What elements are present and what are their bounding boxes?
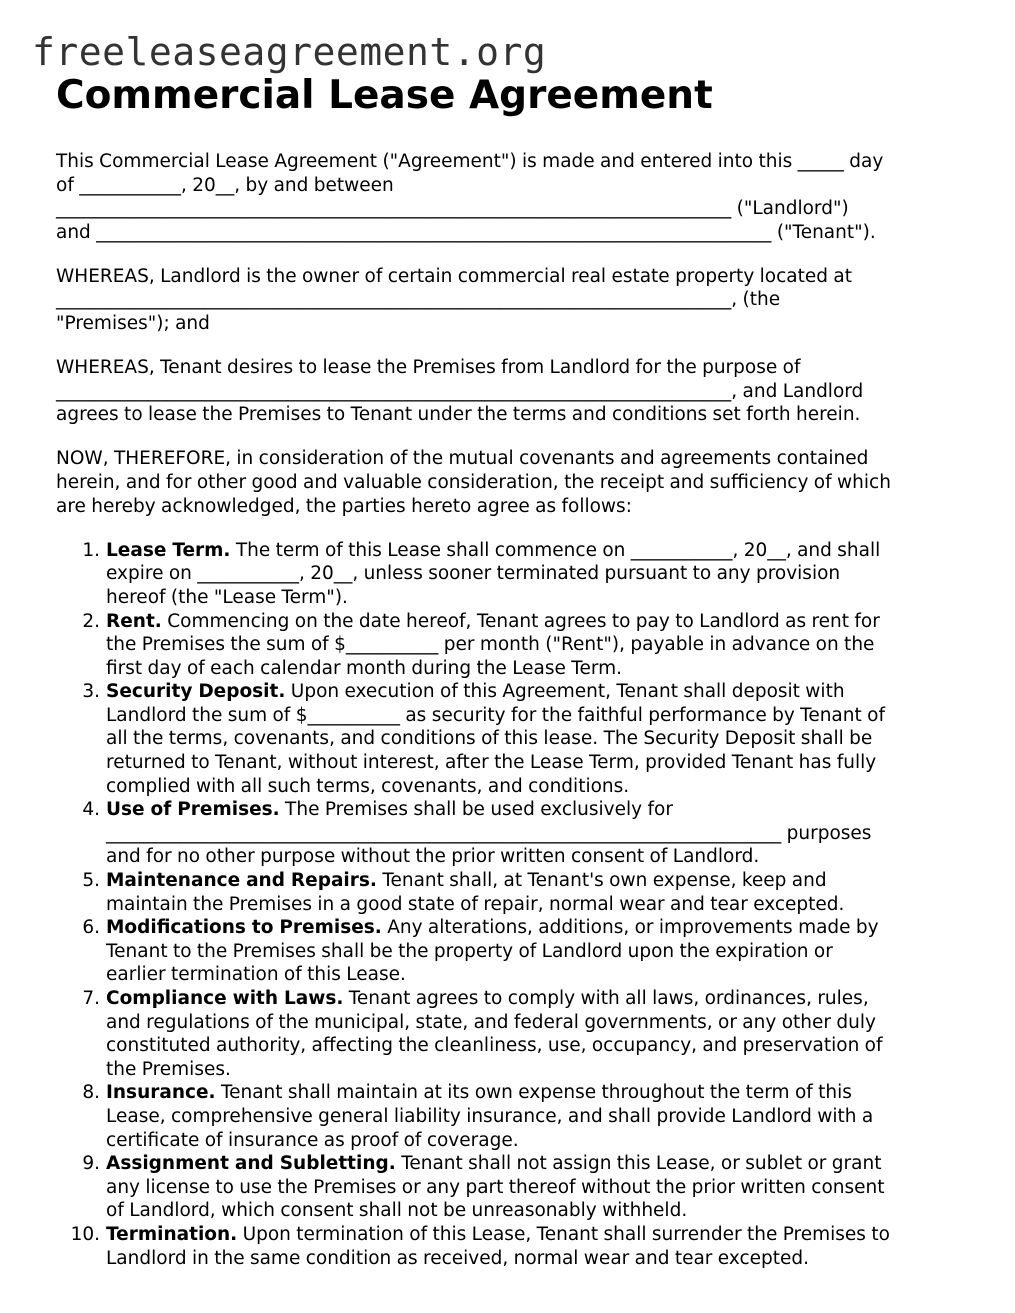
now-therefore-line: are hereby acknowledged, the parties hereto agree as follows: bbox=[56, 495, 632, 517]
whereas-line: "Premises"); and bbox=[56, 313, 210, 335]
term-number: 8. bbox=[82, 1082, 100, 1104]
term-heading: Rent. bbox=[106, 610, 162, 632]
term-line bbox=[106, 539, 964, 563]
term-line: Landlord in the same condition as received, normal wear and tear excepted. bbox=[106, 1247, 810, 1269]
term-heading: Compliance with Laws. bbox=[106, 988, 344, 1009]
now-therefore-paragraph bbox=[56, 447, 964, 518]
term-line: any license to use the Premises or any part thereof without the prior written consent bbox=[106, 1176, 885, 1198]
whereas-line: WHEREAS, Landlord is the owner of certain commercial real estate property located at bbox=[56, 265, 852, 287]
term-line: all the terms, covenants, and conditions of this lease. The Security Deposit shall be bbox=[106, 728, 873, 750]
term-line: _________________________________________________________________________ purposes bbox=[106, 822, 872, 844]
term-line bbox=[106, 1223, 964, 1247]
term-line bbox=[106, 1081, 964, 1105]
whereas-tenant-paragraph bbox=[56, 356, 964, 427]
term-line bbox=[106, 680, 964, 704]
document-title: Commercial Lease Agreement bbox=[56, 73, 713, 118]
term-line bbox=[106, 916, 964, 940]
intro-line: and _________________________________________________________________________ ("Tenant"). bbox=[56, 221, 876, 243]
term-item bbox=[56, 610, 964, 681]
term-number: 9. bbox=[82, 1153, 100, 1175]
term-heading: Maintenance and Repairs. bbox=[106, 870, 377, 892]
term-item bbox=[56, 869, 964, 916]
watermark-site-name: freeleaseagreement.org bbox=[32, 30, 547, 74]
term-number: 7. bbox=[82, 988, 100, 1009]
term-line: constituted authority, affecting the cleanliness, use, occupancy, and preservation of bbox=[106, 1035, 883, 1057]
term-item bbox=[56, 798, 964, 869]
term-line: Lease, comprehensive general liability insurance, and shall provide Landlord with a bbox=[106, 1105, 874, 1127]
term-item bbox=[56, 916, 964, 987]
term-line bbox=[106, 1152, 964, 1176]
term-text: Tenant shall maintain at its own expense throughout the term of this bbox=[215, 1082, 852, 1104]
term-heading: Use of Premises. bbox=[106, 799, 280, 821]
term-number: 3. bbox=[82, 681, 100, 703]
term-line: Landlord the sum of $__________ as security for the faithful performance by Tenant of bbox=[106, 704, 885, 726]
term-number: 2. bbox=[82, 610, 100, 632]
term-line: and regulations of the municipal, state, and federal governments, or any other duly bbox=[106, 1011, 876, 1033]
term-number: 10. bbox=[70, 1223, 100, 1245]
now-therefore-line: herein, and for other good and valuable consideration, the receipt and sufficiency of which bbox=[56, 472, 891, 494]
term-line: returned to Tenant, without interest, after the Lease Term, provided Tenant has fully bbox=[106, 752, 877, 774]
now-therefore-line: NOW, THEREFORE, in consideration of the mutual covenants and agreements contained bbox=[56, 448, 869, 470]
term-line bbox=[106, 869, 964, 893]
term-heading: Lease Term. bbox=[106, 539, 231, 561]
term-item bbox=[56, 539, 964, 610]
term-text: Tenant shall not assign this Lease, or sublet or grant bbox=[395, 1153, 882, 1175]
term-heading: Modifications to Premises. bbox=[106, 917, 382, 939]
term-number: 4. bbox=[82, 799, 100, 821]
term-line: complied with all such terms, covenants, and conditions. bbox=[106, 775, 630, 797]
term-text: Upon termination of this Lease, Tenant shall surrender the Premises to bbox=[237, 1223, 890, 1245]
term-item bbox=[56, 1223, 964, 1270]
term-item bbox=[56, 1081, 964, 1152]
whereas-line: agrees to lease the Premises to Tenant under the terms and conditions set forth herein. bbox=[56, 404, 861, 426]
document-body bbox=[56, 72, 964, 1270]
term-heading: Security Deposit. bbox=[106, 681, 286, 703]
term-line bbox=[106, 798, 964, 822]
term-line: and for no other purpose without the prior written consent of Landlord. bbox=[106, 846, 760, 868]
term-line: certificate of insurance as proof of coverage. bbox=[106, 1129, 519, 1151]
term-heading: Assignment and Subletting. bbox=[106, 1153, 396, 1175]
term-text: Any alterations, additions, or improvements made by bbox=[381, 917, 879, 939]
term-text: Tenant agrees to comply with all laws, ordinances, rules, bbox=[343, 988, 869, 1009]
term-line: the Premises. bbox=[106, 1058, 231, 1080]
term-text: The term of this Lease shall commence on ___________, 20__, and shall bbox=[230, 539, 881, 561]
term-item bbox=[56, 680, 964, 798]
term-line bbox=[106, 610, 964, 634]
term-text: Tenant shall, at Tenant's own expense, keep and bbox=[376, 870, 827, 892]
term-heading: Termination. bbox=[106, 1223, 238, 1245]
term-line: the Premises the sum of $__________ per month ("Rent"), payable in advance on the bbox=[106, 634, 875, 656]
whereas-landlord-paragraph bbox=[56, 265, 964, 336]
term-text: Upon execution of this Agreement, Tenant shall deposit with bbox=[285, 681, 845, 703]
term-item bbox=[56, 1152, 964, 1223]
term-item bbox=[56, 987, 964, 1081]
intro-line: _________________________________________________________________________ ("Landlord") bbox=[56, 198, 849, 220]
term-number: 1. bbox=[82, 539, 100, 561]
term-text: The Premises shall be used exclusively for bbox=[279, 799, 673, 821]
terms-list bbox=[56, 539, 964, 1270]
term-line: expire on ___________, 20__, unless sooner terminated pursuant to any provision bbox=[106, 563, 841, 585]
term-line: hereof (the "Lease Term"). bbox=[106, 586, 348, 608]
whereas-line: _________________________________________________________________________, and Landlord bbox=[56, 380, 864, 402]
term-line: maintain the Premises in a good state of repair, normal wear and tear excepted. bbox=[106, 893, 845, 915]
term-line: first day of each calendar month during the Lease Term. bbox=[106, 657, 623, 679]
intro-line: of ___________, 20__, by and between bbox=[56, 174, 394, 196]
term-heading: Insurance. bbox=[106, 1082, 216, 1104]
term-line: earlier termination of this Lease. bbox=[106, 964, 406, 986]
term-number: 6. bbox=[82, 917, 100, 939]
term-line bbox=[106, 987, 964, 1011]
intro-paragraph bbox=[56, 150, 964, 244]
term-text: Commencing on the date hereof, Tenant agrees to pay to Landlord as rent for bbox=[161, 610, 880, 632]
whereas-line: WHEREAS, Tenant desires to lease the Premises from Landlord for the purpose of bbox=[56, 357, 801, 379]
term-number: 5. bbox=[82, 870, 100, 892]
term-line: of Landlord, which consent shall not be unreasonably withheld. bbox=[106, 1200, 688, 1222]
whereas-line: _________________________________________________________________________, (the bbox=[56, 289, 781, 311]
intro-line: This Commercial Lease Agreement ("Agreement") is made and entered into this _____ day bbox=[56, 151, 884, 172]
term-line: Tenant to the Premises shall be the property of Landlord upon the expiration or bbox=[106, 940, 833, 962]
